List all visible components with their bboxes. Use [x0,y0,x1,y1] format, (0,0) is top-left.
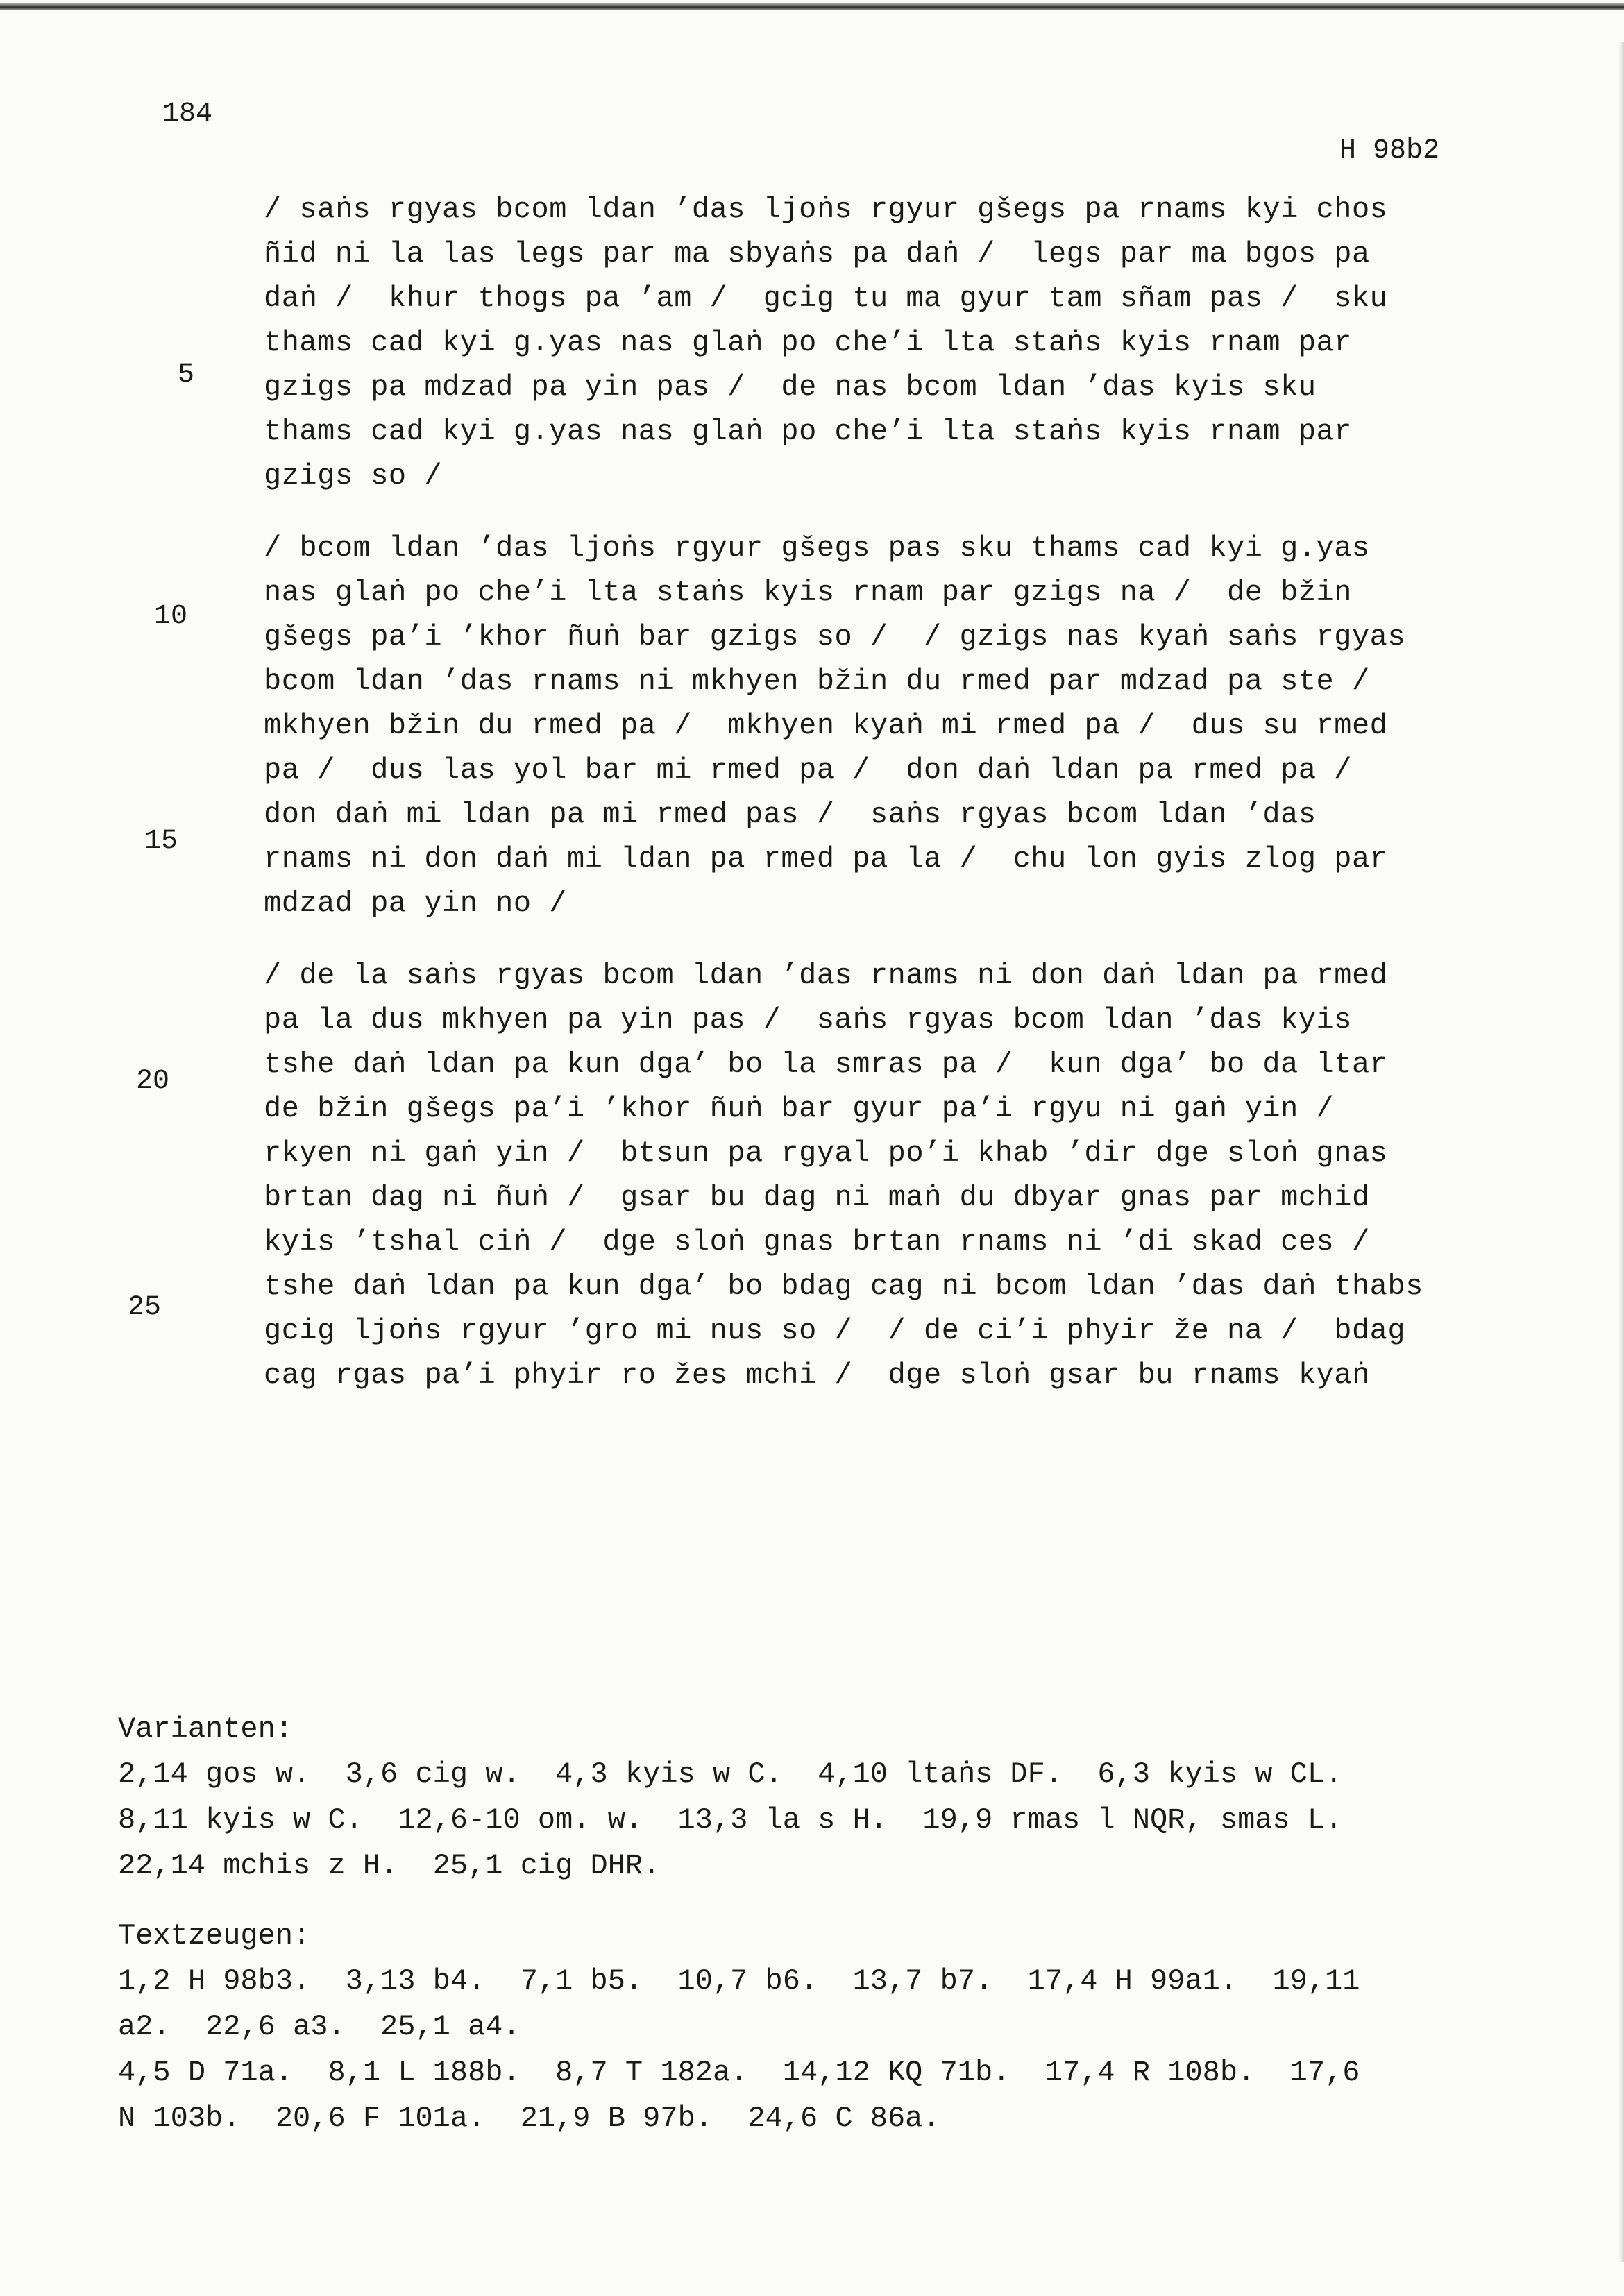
text-line: ñid ni la las legs par ma sbyaṅs pa daṅ / legs par ma bgos pa [264,237,1370,271]
line-number-5: 5 [177,359,194,391]
edition-text [264,187,1457,1397]
line-number-10: 10 [153,601,187,632]
folio-reference: H 98b2 [1339,135,1440,167]
text-line: mdzad pa yin no / [264,887,567,920]
text-line: thams cad kyi g.yas nas glaṅ po che’i lta staṅs kyis rnam par [264,326,1352,359]
text-line: gšegs pa’i ’khor ñuṅ bar gzigs so / / gzigs nas kyaṅ saṅs rgyas [264,620,1406,654]
textzeugen-section [118,1914,1450,2141]
variant-line: 2,14 gos w. 3,6 cig w. 4,3 kyis w C. 4,10 ltaṅs DF. 6,3 kyis w CL. [118,1758,1343,1791]
page-number: 184 [162,99,213,130]
text-line: de bžin gšegs pa’i ’khor ñuṅ bar gyur pa’i rgyu ni gaṅ yin / [264,1092,1335,1125]
variant-line: 8,11 kyis w C. 12,6-10 om. w. 13,3 la s H. 19,9 rmas l NQR, smas L. [118,1803,1343,1837]
text-line: gcig ljoṅs rgyur ’gro mi nus so / / de ci’i phyir že na / bdag [264,1314,1406,1347]
text-line: nas glaṅ po che’i lta staṅs kyis rnam par gzigs na / de bžin [264,576,1352,609]
text-line: daṅ / khur thogs pa ’am / gcig tu ma gyur tam sñam pas / sku [264,282,1388,315]
witness-line: 1,2 H 98b3. 3,13 b4. 7,1 b5. 10,7 b6. 13,7 b7. 17,4 H 99a1. 19,11 [118,1964,1360,1998]
critical-apparatus [118,1707,1450,2141]
text-line: pa la dus mkhyen pa yin pas / saṅs rgyas bcom ldan ’das kyis [264,1003,1352,1037]
text-line: gzigs so / [264,459,443,493]
text-line: rnams ni don daṅ mi ldan pa rmed pa la / chu lon gyis zlog par [264,842,1388,876]
text-line: rkyen ni gaṅ yin / btsun pa rgyal po’i khab ’dir dge sloṅ gnas [264,1137,1388,1170]
line-number-25: 25 [127,1292,161,1323]
page-edge-shadow [1618,42,1624,2262]
text-line: / bcom ldan ’das ljoṅs rgyur gšegs pas sku thams cad kyi g.yas [264,532,1370,565]
textzeugen-heading: Textzeugen: [118,1919,311,1953]
text-line: mkhyen bžin du rmed pa / mkhyen kyaṅ mi rmed pa / dus su rmed [264,709,1388,742]
text-line: don daṅ mi ldan pa mi rmed pas / saṅs rgyas bcom ldan ’das [264,798,1317,831]
paragraph-3 [264,953,1457,1397]
text-line: pa / dus las yol bar mi rmed pa / don daṅ ldan pa rmed pa / [264,754,1352,787]
witness-line: 4,5 D 71a. 8,1 L 188b. 8,7 T 182a. 14,12 KQ 71b. 17,4 R 108b. 17,6 [118,2056,1360,2089]
line-number-15: 15 [144,826,178,857]
text-line: cag rgas pa’i phyir ro žes mchi / dge sloṅ gsar bu rnams kyaṅ [264,1359,1370,1392]
witness-line: a2. 22,6 a3. 25,1 a4. [118,2010,521,2043]
text-line: bcom ldan ’das rnams ni mkhyen bžin du rmed par mdzad pa ste / [264,665,1370,698]
text-line: kyis ’tshal ciṅ / dge sloṅ gnas brtan rnams ni ’di skad ces / [264,1225,1370,1259]
text-line: tshe daṅ ldan pa kun dga’ bo bdag cag ni bcom ldan ’das daṅ thabs [264,1270,1423,1303]
witness-line: N 103b. 20,6 F 101a. 21,9 B 97b. 24,6 C 86a. [118,2102,940,2135]
variant-line: 22,14 mchis z H. 25,1 cig DHR. [118,1849,661,1882]
text-line: gzigs pa mdzad pa yin pas / de nas bcom ldan ’das kyis sku [264,371,1317,404]
text-line: / de la saṅs rgyas bcom ldan ’das rnams ni don daṅ ldan pa rmed [264,959,1388,992]
top-border-rule [0,3,1624,10]
text-line: brtan dag ni ñuṅ / gsar bu dag ni maṅ du dbyar gnas par mchid [264,1181,1370,1214]
varianten-section [118,1707,1450,1889]
text-line: thams cad kyi g.yas nas glaṅ po che’i lta staṅs kyis rnam par [264,415,1352,448]
paragraph-1 [264,187,1457,498]
line-number-20: 20 [135,1066,169,1097]
text-line: / saṅs rgyas bcom ldan ’das ljoṅs rgyur gšegs pa rnams kyi chos [264,193,1388,226]
varianten-heading: Varianten: [118,1712,294,1746]
paragraph-2 [264,526,1457,926]
text-line: tshe daṅ ldan pa kun dga’ bo la smras pa / kun dga’ bo da ltar [264,1048,1388,1081]
